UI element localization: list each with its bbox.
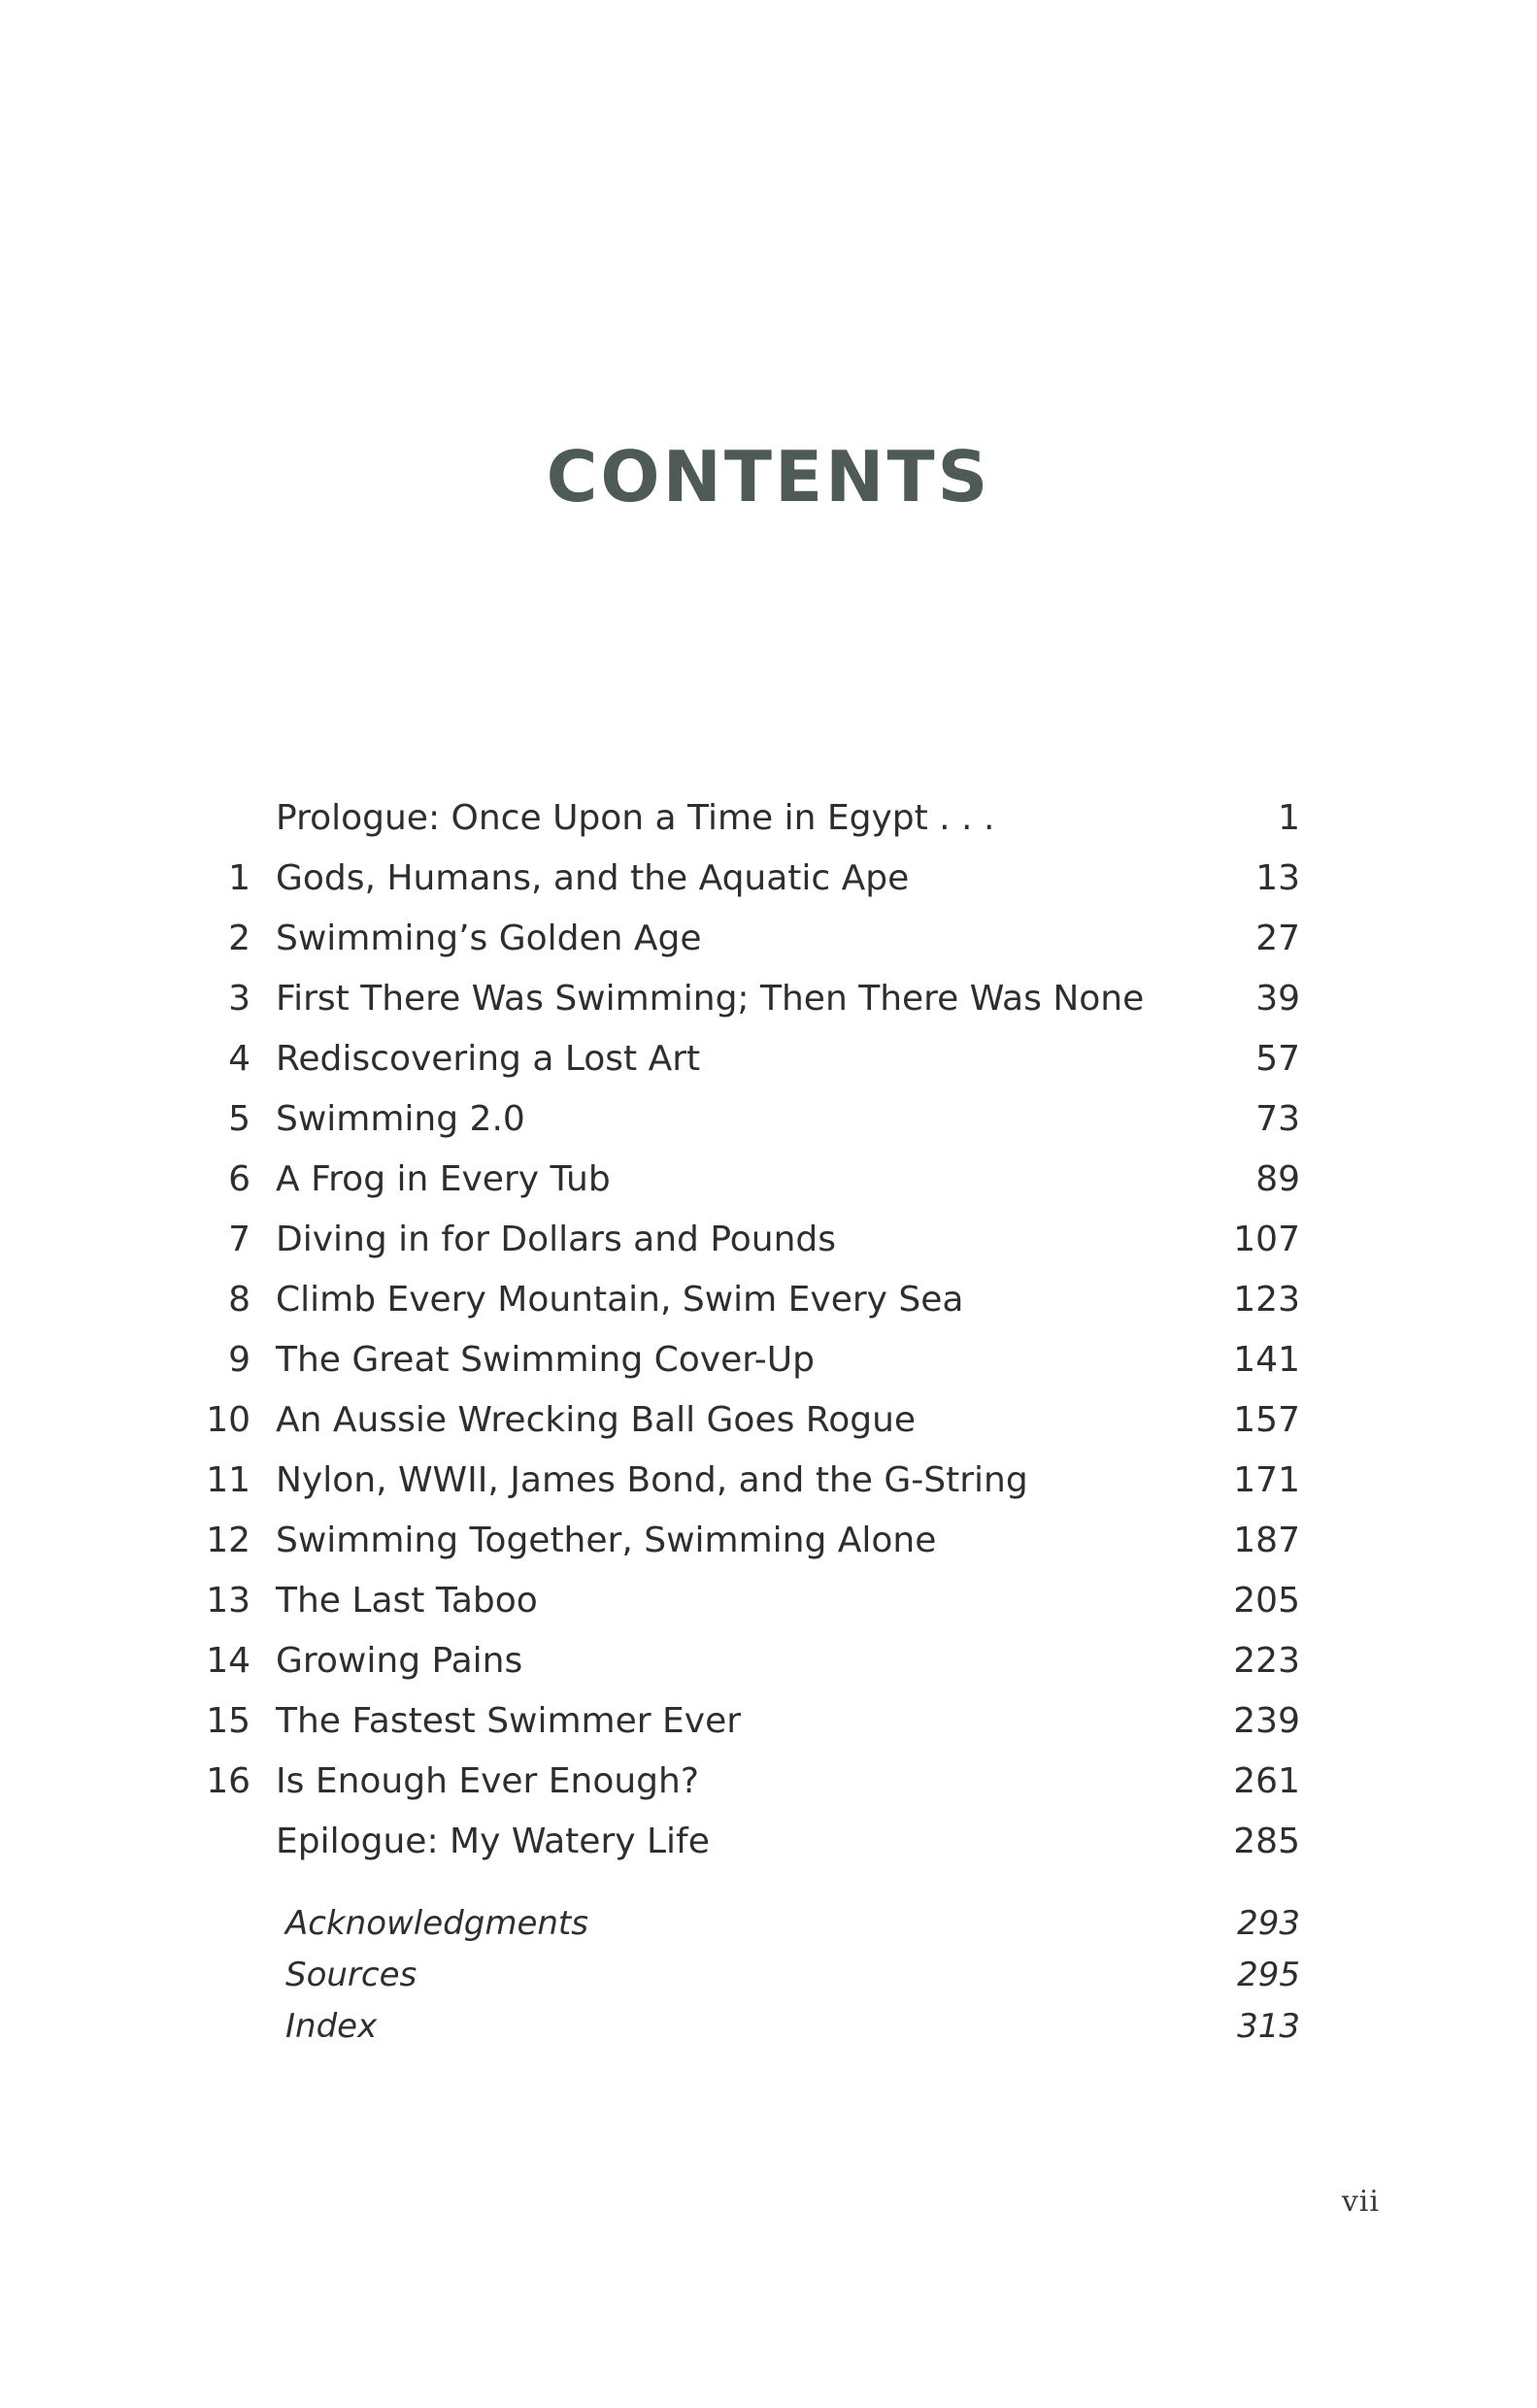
chapter-number: 7 (228, 1220, 251, 1259)
chapter-number: 2 (228, 919, 251, 958)
toc-entry-chapter-3[interactable] (0, 969, 1537, 1029)
chapter-title: Epilogue: My Watery Life (276, 1822, 710, 1861)
page-number: 1 (1278, 798, 1300, 838)
chapter-number: 12 (206, 1521, 251, 1560)
toc-entry-chapter-11[interactable] (0, 1451, 1537, 1511)
chapter-title: An Aussie Wrecking Ball Goes Rogue (276, 1400, 917, 1440)
page-number: 293 (1237, 1904, 1300, 1943)
page-number: 141 (1233, 1340, 1300, 1380)
toc-entry-prologue[interactable] (0, 788, 1537, 849)
toc-entry-chapter-10[interactable] (0, 1390, 1537, 1451)
toc-entry-chapter-7[interactable] (0, 1210, 1537, 1270)
back-matter-title: Index (285, 2007, 378, 2046)
page-number: 261 (1233, 1761, 1300, 1801)
page-title: CONTENTS (546, 436, 991, 518)
toc-entry-chapter-5[interactable] (0, 1089, 1537, 1150)
toc-entry-chapter-2[interactable] (0, 909, 1537, 969)
chapter-number: 15 (206, 1701, 251, 1741)
chapter-title: Swimming Together, Swimming Alone (276, 1521, 937, 1560)
chapter-title: Climb Every Mountain, Swim Every Sea (276, 1280, 964, 1320)
page-number: 89 (1255, 1159, 1300, 1199)
chapter-number: 8 (228, 1280, 251, 1320)
chapter-title: The Fastest Swimmer Ever (276, 1701, 742, 1741)
chapter-number: 11 (206, 1460, 251, 1500)
back-matter-title: Sources (285, 1956, 418, 1994)
page-number: 187 (1233, 1521, 1300, 1560)
chapter-title: The Great Swimming Cover-Up (276, 1340, 815, 1380)
toc-entry-chapter-14[interactable] (0, 1631, 1537, 1691)
chapter-title: The Last Taboo (276, 1581, 538, 1621)
chapter-number: 10 (206, 1400, 251, 1440)
chapter-title: Diving in for Dollars and Pounds (276, 1220, 837, 1259)
chapter-number: 13 (206, 1581, 251, 1621)
chapter-title: Nylon, WWII, James Bond, and the G-String (276, 1460, 1028, 1500)
chapter-number: 9 (228, 1340, 251, 1380)
chapter-number: 3 (228, 979, 251, 1019)
page-number: 205 (1233, 1581, 1300, 1621)
page-number: 13 (1255, 858, 1300, 898)
folio-page-number: vii (1341, 2185, 1380, 2219)
chapter-title: Prologue: Once Upon a Time in Egypt . . . (276, 798, 995, 838)
toc-entry-chapter-4[interactable] (0, 1029, 1537, 1089)
chapter-title: A Frog in Every Tub (276, 1159, 611, 1199)
chapter-number: 4 (228, 1039, 251, 1079)
page-number: 39 (1255, 979, 1300, 1019)
page-number: 171 (1233, 1460, 1300, 1500)
toc-entry-chapter-8[interactable] (0, 1270, 1537, 1330)
toc-entry-chapter-6[interactable] (0, 1150, 1537, 1210)
back-matter-title: Acknowledgments (285, 1904, 588, 1943)
page-number: 73 (1255, 1099, 1300, 1139)
page-number: 239 (1233, 1701, 1300, 1741)
chapter-number: 6 (228, 1159, 251, 1199)
page-number: 295 (1237, 1956, 1300, 1994)
chapter-number: 14 (206, 1641, 251, 1681)
toc-entry-chapter-16[interactable] (0, 1752, 1537, 1812)
chapter-number: 5 (228, 1099, 251, 1139)
page-number: 223 (1233, 1641, 1300, 1681)
toc-entry-sources[interactable] (0, 1950, 1537, 2001)
toc-entry-acknowledgments[interactable] (0, 1898, 1537, 1950)
toc-entry-chapter-1[interactable] (0, 849, 1537, 909)
page-number: 57 (1255, 1039, 1300, 1079)
chapter-title: First There Was Swimming; Then There Was None (276, 979, 1145, 1019)
page-number: 157 (1233, 1400, 1300, 1440)
toc-entry-chapter-15[interactable] (0, 1691, 1537, 1752)
toc-entry-chapter-13[interactable] (0, 1571, 1537, 1631)
chapter-number: 16 (206, 1761, 251, 1801)
toc-entry-epilogue[interactable] (0, 1812, 1537, 1872)
page-number: 107 (1233, 1220, 1300, 1259)
chapter-title: Swimming’s Golden Age (276, 919, 702, 958)
toc-entry-index[interactable] (0, 2001, 1537, 2053)
toc-entry-chapter-9[interactable] (0, 1330, 1537, 1390)
chapter-title: Growing Pains (276, 1641, 523, 1681)
chapter-title: Rediscovering a Lost Art (276, 1039, 701, 1079)
page-number: 285 (1233, 1822, 1300, 1861)
toc-entry-chapter-12[interactable] (0, 1511, 1537, 1571)
chapter-title: Is Enough Ever Enough? (276, 1761, 699, 1801)
page-number: 313 (1237, 2007, 1300, 2046)
chapter-number: 1 (228, 858, 251, 898)
page-number: 27 (1255, 919, 1300, 958)
page-number: 123 (1233, 1280, 1300, 1320)
chapter-title: Gods, Humans, and the Aquatic Ape (276, 858, 910, 898)
chapter-title: Swimming 2.0 (276, 1099, 525, 1139)
